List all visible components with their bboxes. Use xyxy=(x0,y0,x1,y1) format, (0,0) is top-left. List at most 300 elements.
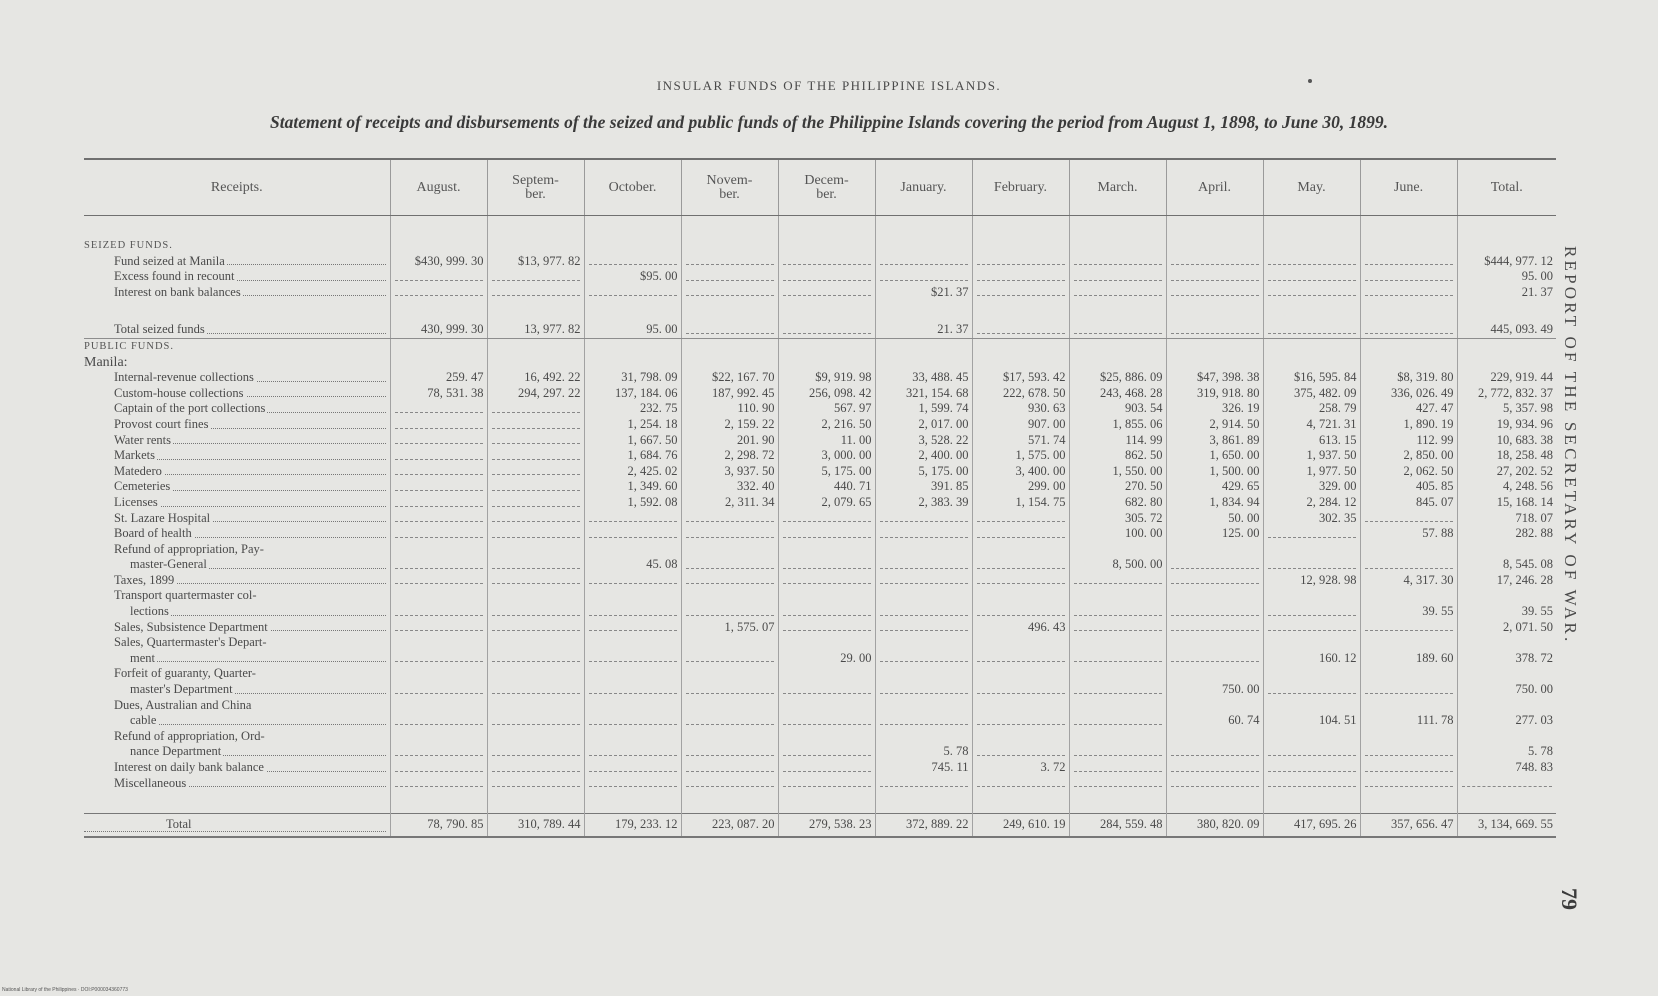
row-label-text: St. Lazare Hospital xyxy=(84,511,212,525)
value-cell xyxy=(1263,355,1360,371)
value-cell xyxy=(1166,557,1263,573)
value-cell: 11. 00 xyxy=(778,433,875,449)
row-label-text: Manila: xyxy=(84,354,128,370)
value-cell: 5, 357. 98 xyxy=(1457,401,1556,417)
value-cell xyxy=(778,355,875,371)
value-cell: 294, 297. 22 xyxy=(487,386,584,402)
value-cell xyxy=(390,635,487,651)
spacer-cell xyxy=(1069,216,1166,239)
value-cell xyxy=(584,254,681,270)
value-cell xyxy=(778,604,875,620)
value-cell xyxy=(1360,338,1457,354)
spacer-cell xyxy=(1457,300,1556,322)
row-label xyxy=(84,417,390,433)
value-cell xyxy=(972,526,1069,542)
value-cell xyxy=(778,698,875,714)
row-label-text: Transport quartermaster col- xyxy=(84,588,259,602)
value-cell xyxy=(1166,760,1263,776)
value-cell xyxy=(875,511,972,527)
value-cell xyxy=(1457,355,1556,371)
spacer-row xyxy=(84,791,1556,814)
value-cell xyxy=(1166,322,1263,338)
value-cell: 2, 216. 50 xyxy=(778,417,875,433)
total-row xyxy=(84,814,1556,838)
running-head: INSULAR FUNDS OF THE PHILIPPINE ISLANDS. xyxy=(656,78,1002,93)
value-cell: 232. 75 xyxy=(584,401,681,417)
value-cell xyxy=(390,620,487,636)
value-cell: 137, 184. 06 xyxy=(584,386,681,402)
value-cell xyxy=(487,760,584,776)
value-cell xyxy=(1457,635,1556,651)
row-label xyxy=(84,238,390,254)
value-cell xyxy=(1457,698,1556,714)
value-cell: 222, 678. 50 xyxy=(972,386,1069,402)
value-cell: $95. 00 xyxy=(584,269,681,285)
value-cell xyxy=(1457,666,1556,682)
column-header: April. xyxy=(1166,159,1263,216)
statement-title: Statement of receipts and disbursements of the seized and public funds of the Philippine Islands covering the period from August 1, 1898, to June 30, 1899. xyxy=(270,112,1388,132)
value-cell xyxy=(584,620,681,636)
row-label-text: Board of health xyxy=(84,526,194,540)
value-cell xyxy=(875,588,972,604)
side-title xyxy=(1555,246,1585,756)
value-cell xyxy=(390,511,487,527)
table-row xyxy=(84,338,1556,354)
value-cell xyxy=(681,238,778,254)
value-cell xyxy=(390,776,487,792)
value-cell: 15, 168. 14 xyxy=(1457,495,1556,511)
value-cell: $47, 398. 38 xyxy=(1166,370,1263,386)
value-cell xyxy=(778,760,875,776)
row-label-text: Dues, Australian and China xyxy=(84,698,253,712)
value-cell: $17, 593. 42 xyxy=(972,370,1069,386)
value-cell: 45. 08 xyxy=(584,557,681,573)
spacer-cell xyxy=(875,300,972,322)
value-cell xyxy=(778,620,875,636)
value-cell: 845. 07 xyxy=(1360,495,1457,511)
value-cell xyxy=(390,269,487,285)
value-cell: 1, 977. 50 xyxy=(1263,464,1360,480)
spacer-cell xyxy=(1457,791,1556,814)
value-cell: 332. 40 xyxy=(681,479,778,495)
row-label-text: PUBLIC FUNDS. xyxy=(84,340,175,352)
value-cell: 4, 248. 56 xyxy=(1457,479,1556,495)
value-cell: 1, 592. 08 xyxy=(584,495,681,511)
value-cell: 3, 937. 50 xyxy=(681,464,778,480)
value-cell xyxy=(1360,682,1457,698)
value-cell xyxy=(1069,729,1166,745)
value-cell: 1, 575. 07 xyxy=(681,620,778,636)
value-cell xyxy=(487,698,584,714)
value-cell: 5, 175. 00 xyxy=(778,464,875,480)
value-cell xyxy=(1166,776,1263,792)
spacer-cell xyxy=(681,216,778,239)
value-cell: 249, 610. 19 xyxy=(972,814,1069,838)
value-cell xyxy=(972,238,1069,254)
value-cell: 39. 55 xyxy=(1457,604,1556,620)
value-cell xyxy=(584,729,681,745)
value-cell xyxy=(1263,666,1360,682)
value-cell xyxy=(1360,238,1457,254)
value-cell xyxy=(584,338,681,354)
value-cell: 3, 000. 00 xyxy=(778,448,875,464)
value-cell xyxy=(390,479,487,495)
spacer-cell xyxy=(1166,791,1263,814)
value-cell xyxy=(778,682,875,698)
value-cell: 160. 12 xyxy=(1263,651,1360,667)
value-cell xyxy=(972,713,1069,729)
value-cell xyxy=(487,238,584,254)
row-label xyxy=(84,401,390,417)
value-cell: 903. 54 xyxy=(1069,401,1166,417)
spacer-cell xyxy=(1360,300,1457,322)
value-cell xyxy=(584,682,681,698)
value-cell xyxy=(1166,269,1263,285)
value-cell xyxy=(1360,254,1457,270)
value-cell: 302. 35 xyxy=(1263,511,1360,527)
value-cell xyxy=(972,744,1069,760)
value-cell: 299. 00 xyxy=(972,479,1069,495)
value-cell: 1, 890. 19 xyxy=(1360,417,1457,433)
value-cell: 10, 683. 38 xyxy=(1457,433,1556,449)
value-cell xyxy=(1263,526,1360,542)
spacer-cell xyxy=(875,216,972,239)
spacer-cell xyxy=(390,216,487,239)
value-cell xyxy=(875,729,972,745)
value-cell: 2, 159. 22 xyxy=(681,417,778,433)
value-cell: $16, 595. 84 xyxy=(1263,370,1360,386)
value-cell xyxy=(487,651,584,667)
value-cell: 1, 500. 00 xyxy=(1166,464,1263,480)
row-label xyxy=(84,433,390,449)
value-cell xyxy=(1069,713,1166,729)
value-cell xyxy=(778,713,875,729)
value-cell xyxy=(1069,682,1166,698)
value-cell xyxy=(875,713,972,729)
spacer-cell xyxy=(1263,791,1360,814)
value-cell xyxy=(1457,542,1556,558)
table-row xyxy=(84,448,1556,464)
value-cell xyxy=(584,776,681,792)
row-label xyxy=(84,386,390,402)
value-cell: 5. 78 xyxy=(875,744,972,760)
value-cell: 1, 599. 74 xyxy=(875,401,972,417)
value-cell xyxy=(681,698,778,714)
value-cell: 100. 00 xyxy=(1069,526,1166,542)
value-cell: 29. 00 xyxy=(778,651,875,667)
value-cell: 1, 937. 50 xyxy=(1263,448,1360,464)
value-cell xyxy=(584,573,681,589)
column-header: October. xyxy=(584,159,681,216)
spacer-cell xyxy=(681,791,778,814)
row-label xyxy=(84,814,390,838)
value-cell xyxy=(1166,355,1263,371)
row-label xyxy=(84,776,390,792)
row-label xyxy=(84,698,390,714)
value-cell xyxy=(584,588,681,604)
value-cell xyxy=(972,573,1069,589)
value-cell: 2, 311. 34 xyxy=(681,495,778,511)
row-label xyxy=(84,729,390,745)
value-cell: 1, 684. 76 xyxy=(584,448,681,464)
value-cell: 2, 284. 12 xyxy=(1263,495,1360,511)
value-cell xyxy=(1166,666,1263,682)
value-cell xyxy=(681,557,778,573)
value-cell xyxy=(1069,238,1166,254)
value-cell xyxy=(875,269,972,285)
row-label xyxy=(84,557,390,573)
value-cell xyxy=(584,238,681,254)
subtotal-row xyxy=(84,322,1556,338)
value-cell xyxy=(681,635,778,651)
value-cell xyxy=(487,557,584,573)
value-cell xyxy=(1360,355,1457,371)
value-cell xyxy=(1166,588,1263,604)
row-label-text: Forfeit of guaranty, Quarter- xyxy=(84,666,258,680)
value-cell: 862. 50 xyxy=(1069,448,1166,464)
value-cell xyxy=(681,651,778,667)
value-cell: 1, 834. 94 xyxy=(1166,495,1263,511)
value-cell: 326. 19 xyxy=(1166,401,1263,417)
value-cell xyxy=(681,355,778,371)
value-cell xyxy=(390,338,487,354)
value-cell: 4, 317. 30 xyxy=(1360,573,1457,589)
value-cell: 27, 202. 52 xyxy=(1457,464,1556,480)
table-row xyxy=(84,285,1556,301)
value-cell xyxy=(390,355,487,371)
value-cell xyxy=(390,495,487,511)
value-cell xyxy=(1457,588,1556,604)
value-cell xyxy=(681,666,778,682)
value-cell xyxy=(681,729,778,745)
value-cell: 78, 531. 38 xyxy=(390,386,487,402)
spacer-cell xyxy=(487,300,584,322)
value-cell: 718. 07 xyxy=(1457,511,1556,527)
value-cell xyxy=(1263,269,1360,285)
value-cell: 2, 850. 00 xyxy=(1360,448,1457,464)
value-cell xyxy=(1069,338,1166,354)
value-cell xyxy=(487,448,584,464)
value-cell: 270. 50 xyxy=(1069,479,1166,495)
spacer-cell xyxy=(584,300,681,322)
value-cell: 1, 349. 60 xyxy=(584,479,681,495)
spacer-row xyxy=(84,216,1556,239)
row-label xyxy=(84,479,390,495)
table-row xyxy=(84,729,1556,745)
row-label-text: Cemeteries xyxy=(84,479,172,493)
value-cell: 430, 999. 30 xyxy=(390,322,487,338)
row-label-text: Licenses xyxy=(84,495,160,509)
value-cell xyxy=(584,760,681,776)
value-cell xyxy=(584,285,681,301)
row-label xyxy=(84,573,390,589)
value-cell: 18, 258. 48 xyxy=(1457,448,1556,464)
value-cell: 277. 03 xyxy=(1457,713,1556,729)
row-label-text: Provost court fines xyxy=(84,417,210,431)
value-cell xyxy=(390,760,487,776)
value-cell xyxy=(681,713,778,729)
value-cell: 571. 74 xyxy=(972,433,1069,449)
value-cell xyxy=(487,573,584,589)
table-row xyxy=(84,511,1556,527)
value-cell: $430, 999. 30 xyxy=(390,254,487,270)
value-cell xyxy=(778,542,875,558)
value-cell xyxy=(1166,542,1263,558)
value-cell xyxy=(1263,542,1360,558)
table-row xyxy=(84,370,1556,386)
value-cell xyxy=(1166,573,1263,589)
value-cell: 1, 550. 00 xyxy=(1069,464,1166,480)
value-cell: 3, 528. 22 xyxy=(875,433,972,449)
spacer-cell xyxy=(84,791,390,814)
value-cell: 750. 00 xyxy=(1457,682,1556,698)
row-label xyxy=(84,448,390,464)
value-cell xyxy=(390,573,487,589)
value-cell xyxy=(390,557,487,573)
value-cell xyxy=(778,511,875,527)
value-cell xyxy=(681,322,778,338)
value-cell: $444, 977. 12 xyxy=(1457,254,1556,270)
table-row xyxy=(84,588,1556,604)
value-cell: $13, 977. 82 xyxy=(487,254,584,270)
table-row xyxy=(84,386,1556,402)
value-cell: 357, 656. 47 xyxy=(1360,814,1457,838)
value-cell: 2, 017. 00 xyxy=(875,417,972,433)
value-cell xyxy=(1069,542,1166,558)
value-cell xyxy=(972,604,1069,620)
value-cell xyxy=(584,526,681,542)
column-header: August. xyxy=(390,159,487,216)
value-cell xyxy=(1069,254,1166,270)
row-label-text: nance Department xyxy=(84,744,223,758)
value-cell xyxy=(390,401,487,417)
value-cell xyxy=(1263,698,1360,714)
value-cell: 378. 72 xyxy=(1457,651,1556,667)
value-cell: 33, 488. 45 xyxy=(875,370,972,386)
value-cell xyxy=(778,588,875,604)
value-cell xyxy=(778,744,875,760)
value-cell xyxy=(1360,729,1457,745)
value-cell: 5. 78 xyxy=(1457,744,1556,760)
row-label xyxy=(84,269,390,285)
value-cell xyxy=(972,776,1069,792)
row-label-text: Markets xyxy=(84,448,157,462)
value-cell xyxy=(1166,635,1263,651)
value-cell xyxy=(875,620,972,636)
value-cell xyxy=(390,666,487,682)
row-label-text: Total seized funds xyxy=(84,322,207,336)
value-cell xyxy=(1360,744,1457,760)
table-row xyxy=(84,542,1556,558)
spacer-cell xyxy=(1457,216,1556,239)
value-cell xyxy=(487,604,584,620)
value-cell xyxy=(778,285,875,301)
value-cell xyxy=(1263,635,1360,651)
value-cell xyxy=(487,776,584,792)
value-cell xyxy=(1360,666,1457,682)
value-cell xyxy=(487,401,584,417)
value-cell xyxy=(1263,776,1360,792)
value-cell: 256, 098. 42 xyxy=(778,386,875,402)
value-cell: 284, 559. 48 xyxy=(1069,814,1166,838)
value-cell xyxy=(681,254,778,270)
value-cell xyxy=(875,542,972,558)
value-cell xyxy=(390,542,487,558)
row-label xyxy=(84,254,390,270)
column-header: Novem- ber. xyxy=(681,159,778,216)
value-cell xyxy=(487,479,584,495)
value-cell xyxy=(1263,682,1360,698)
table-body xyxy=(84,216,1556,838)
value-cell: 2, 914. 50 xyxy=(1166,417,1263,433)
value-cell xyxy=(487,464,584,480)
value-cell: 329. 00 xyxy=(1263,479,1360,495)
value-cell xyxy=(972,666,1069,682)
spacer-cell xyxy=(1069,300,1166,322)
table-row xyxy=(84,682,1556,698)
value-cell xyxy=(390,651,487,667)
value-cell xyxy=(487,620,584,636)
value-cell xyxy=(390,285,487,301)
value-cell xyxy=(972,338,1069,354)
value-cell xyxy=(778,557,875,573)
value-cell xyxy=(681,760,778,776)
value-cell xyxy=(1457,238,1556,254)
value-cell: 110. 90 xyxy=(681,401,778,417)
value-cell xyxy=(681,511,778,527)
value-cell xyxy=(390,713,487,729)
value-cell xyxy=(1166,651,1263,667)
value-cell: 4, 721. 31 xyxy=(1263,417,1360,433)
spacer-cell xyxy=(390,791,487,814)
value-cell xyxy=(1360,588,1457,604)
column-header: Decem- ber. xyxy=(778,159,875,216)
value-cell: 2, 425. 02 xyxy=(584,464,681,480)
row-label-text: Captain of the port collections xyxy=(84,401,267,415)
value-cell xyxy=(1069,666,1166,682)
value-cell: 60. 74 xyxy=(1166,713,1263,729)
value-cell xyxy=(972,322,1069,338)
row-label xyxy=(84,713,390,729)
value-cell: 1, 154. 75 xyxy=(972,495,1069,511)
value-cell: 613. 15 xyxy=(1263,433,1360,449)
value-cell xyxy=(972,557,1069,573)
value-cell: 372, 889. 22 xyxy=(875,814,972,838)
value-cell: 405. 85 xyxy=(1360,479,1457,495)
footer-credit: National Library of the Philippines · DOI:P000034360773 xyxy=(2,987,128,993)
value-cell: 445, 093. 49 xyxy=(1457,322,1556,338)
value-cell xyxy=(390,604,487,620)
row-label xyxy=(84,370,390,386)
value-cell: 336, 026. 49 xyxy=(1360,386,1457,402)
value-cell xyxy=(1069,698,1166,714)
value-cell xyxy=(972,355,1069,371)
value-cell: 21. 37 xyxy=(1457,285,1556,301)
value-cell xyxy=(778,635,875,651)
row-label-text: cable xyxy=(84,713,158,727)
value-cell xyxy=(778,254,875,270)
row-label xyxy=(84,322,390,338)
value-cell: 8, 545. 08 xyxy=(1457,557,1556,573)
value-cell xyxy=(487,635,584,651)
value-cell xyxy=(1457,338,1556,354)
table-row xyxy=(84,254,1556,270)
value-cell xyxy=(972,729,1069,745)
value-cell xyxy=(390,744,487,760)
value-cell: 201. 90 xyxy=(681,433,778,449)
spacer-cell xyxy=(84,300,390,322)
table-row xyxy=(84,698,1556,714)
